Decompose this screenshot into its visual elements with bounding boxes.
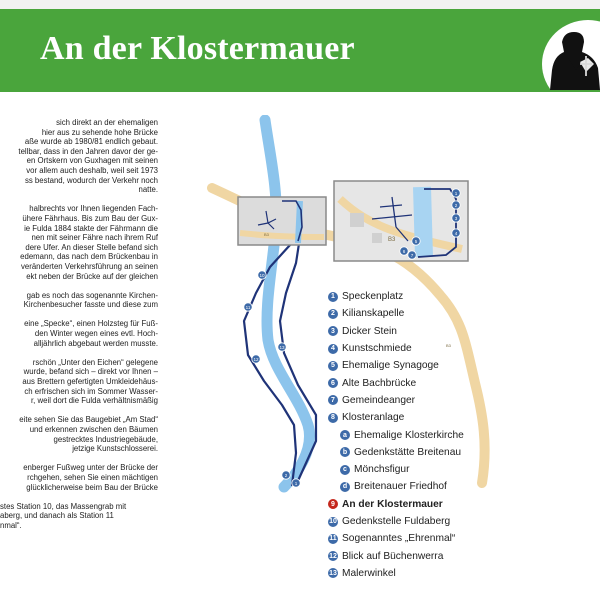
text-paragraph — [0, 204, 158, 281]
station-number-badge: 5 — [328, 361, 338, 371]
station-number-badge: d — [340, 482, 350, 492]
text-line: en Ortskern von Guxhagen mit seinen — [26, 156, 158, 166]
text-line: rschön „Unter den Eichen“ gelegene — [32, 357, 158, 367]
text-line: und erkennen zwischen den Bäumen — [29, 425, 158, 434]
legend-item-label: Kunstschmiede — [342, 343, 412, 355]
legend-item — [328, 444, 528, 461]
route-marker-label: 3 — [454, 215, 458, 221]
route-marker-label: 5 — [414, 238, 418, 244]
text-line: nmal“. — [0, 520, 22, 530]
text-paragraph — [0, 463, 158, 492]
text-line: glücklicherweise beim Bau der Brücke — [26, 482, 158, 492]
route-marker-label: 4 — [454, 230, 458, 236]
river-fulda — [265, 120, 310, 487]
legend-item-label: Klosteranlage — [342, 412, 405, 424]
legend-item-label: Mönchsfigur — [354, 464, 410, 476]
route-marker-label: 11 — [245, 304, 251, 310]
legend-item — [328, 392, 528, 409]
legend-item — [328, 357, 528, 374]
text-line: sich direkt an der ehemaligen — [56, 118, 158, 127]
legend-item — [328, 513, 528, 530]
legend-item-label: Ehemalige Klosterkirche — [354, 429, 464, 441]
text-line: r, weil dort die Fulda verhältnismäßig — [31, 396, 158, 406]
station-number-badge: 13 — [329, 569, 337, 577]
text-line: ühere Fährhaus. Bis zum Bau der Gux- — [22, 213, 158, 223]
station-number-badge: 1 — [328, 292, 338, 302]
text-line: nen mit seiner Fähre nach ihrem Ruf — [31, 233, 158, 243]
station-number-badge: 3 — [328, 326, 338, 336]
route-marker-label: 7 — [410, 252, 414, 258]
legend-item — [328, 305, 528, 322]
text-line: enberger Fußweg unter der Brücke der — [23, 463, 158, 473]
legend-item-label: Ehemalige Synagoge — [342, 360, 439, 372]
text-line: rchgehen, sehen Sie einen mächtigen — [27, 472, 158, 482]
text-paragraph — [0, 319, 158, 348]
station-number-badge: 9 — [328, 499, 338, 509]
station-number-badge: 6 — [328, 378, 338, 388]
legend-item-label: Breitenauer Friedhof — [354, 481, 447, 493]
text-line: aberg, und danach als Station 11 — [0, 511, 114, 521]
text-line: jetzige Kunstschlosserei. — [72, 444, 158, 454]
text-line: Kirchenbesucher fasste und diese zum — [23, 300, 158, 310]
legend-item-label: An der Klostermauer — [342, 498, 443, 510]
text-line: natte. — [138, 185, 158, 195]
text-line: ss bestand, wodurch der Verkehr noch — [24, 175, 158, 185]
text-line: aus Brettern gefertigten Umkleidehäus- — [22, 377, 158, 387]
route-marker-label: 10 — [259, 272, 265, 278]
legend-item-label: Alte Bachbrücke — [342, 377, 417, 389]
text-line: ie Fulda 1884 stakte der Fährmann die — [24, 223, 158, 233]
station-number-badge: 10 — [329, 518, 337, 525]
text-paragraph — [0, 415, 158, 453]
text-line: wurde, befand sich – direkt vor Ihnen – — [23, 367, 158, 377]
legend-item — [328, 461, 528, 478]
legend-item — [328, 530, 528, 547]
route-marker-label: 13 — [279, 344, 285, 350]
text-line: gab es noch das sogenannte Kirchen- — [26, 290, 158, 300]
legend-item — [328, 496, 528, 513]
station-number-badge: 11 — [329, 535, 337, 543]
route-marker-label: 6 — [402, 248, 406, 254]
body-text-column — [0, 118, 158, 540]
legend-item — [328, 565, 528, 582]
station-number-badge: 12 — [329, 552, 337, 560]
legend-item-label: Blick auf Büchenwerra — [342, 550, 444, 562]
text-line: veränderten Verkehrsführung an seinen — [21, 261, 158, 271]
text-line: vor allem auch deshalb, weil seit 1973 — [26, 165, 158, 175]
legend-item — [328, 478, 528, 495]
legend-item — [328, 340, 528, 357]
text-paragraph — [0, 291, 158, 310]
text-line: ch erfrischen sich im Sommer Wasser- — [24, 386, 158, 396]
route-marker-label: 2 — [284, 472, 288, 478]
text-line: edemann, das nach dem Brückenbau in — [20, 252, 158, 262]
station-legend — [328, 288, 528, 582]
text-line: dere Ufer. An dieser Stelle befand sich — [25, 242, 158, 252]
text-line: eite sehen Sie das Baugebiet „Am Stad“ — [19, 415, 158, 425]
text-line: aße wurde ab 1980/81 endlich gebaut. — [24, 137, 158, 147]
text-paragraph — [0, 358, 158, 406]
legend-item — [328, 409, 528, 426]
legend-item-label: Malerwinkel — [342, 567, 396, 579]
legend-item — [328, 426, 528, 443]
text-paragraph — [0, 118, 158, 195]
legend-item-label: Gedenkstelle Fuldaberg — [342, 516, 451, 527]
station-number-badge: c — [340, 465, 350, 475]
text-paragraph — [0, 502, 158, 531]
legend-item — [328, 374, 528, 391]
legend-item-label: Kilianskapelle — [342, 308, 405, 320]
station-number-badge: a — [340, 430, 350, 440]
road-label-b3: B3 — [388, 237, 396, 243]
text-line: alljährlich abgebaut werden musste. — [33, 338, 158, 348]
text-line: den Winter wegen eines evtl. Hoch- — [34, 329, 158, 339]
monk-emblem-icon — [540, 12, 600, 90]
road-label-b3: B3 — [446, 343, 451, 348]
road-label-b3: B3 — [264, 232, 269, 237]
station-number-badge: 4 — [328, 344, 338, 354]
text-line: eine „Specke“, einen Holzsteg für Fuß- — [24, 319, 158, 329]
route-marker-label: 1 — [294, 480, 298, 486]
legend-item — [328, 547, 528, 564]
legend-item-label: Gedenkstätte Breitenau — [354, 446, 462, 458]
text-line: stes Station 10, das Massengrab mit — [0, 501, 127, 511]
top-strip — [0, 0, 600, 9]
page-title: An der Klostermauer — [40, 30, 355, 67]
text-line: tellbar, dass in den Jahren davor der ge- — [18, 146, 158, 156]
text-line: gestrecktes Industriegebäude, — [53, 434, 158, 444]
legend-item-label: Dicker Stein — [342, 325, 397, 337]
route-marker-label: 1 — [454, 190, 458, 196]
legend-item — [328, 288, 528, 305]
legend-item-label: Sogenanntes „Ehrenmal“ — [342, 533, 456, 545]
station-number-badge: b — [340, 447, 350, 457]
station-number-badge: 8 — [328, 413, 338, 423]
legend-item-label: Speckenplatz — [342, 291, 404, 303]
station-number-badge: 2 — [328, 309, 338, 319]
route-marker-label: 12 — [253, 356, 259, 362]
legend-item-label: Gemeindeanger — [342, 394, 416, 406]
text-line: halbrechts vor Ihnen liegenden Fach- — [29, 204, 158, 214]
station-number-badge: 7 — [328, 395, 338, 405]
text-line: hier aus zu sehende hohe Brücke — [41, 127, 158, 137]
text-line: ekt neben der Brücke auf der gleichen — [26, 271, 158, 281]
route-marker-label: 2 — [454, 202, 458, 208]
legend-item — [328, 323, 528, 340]
